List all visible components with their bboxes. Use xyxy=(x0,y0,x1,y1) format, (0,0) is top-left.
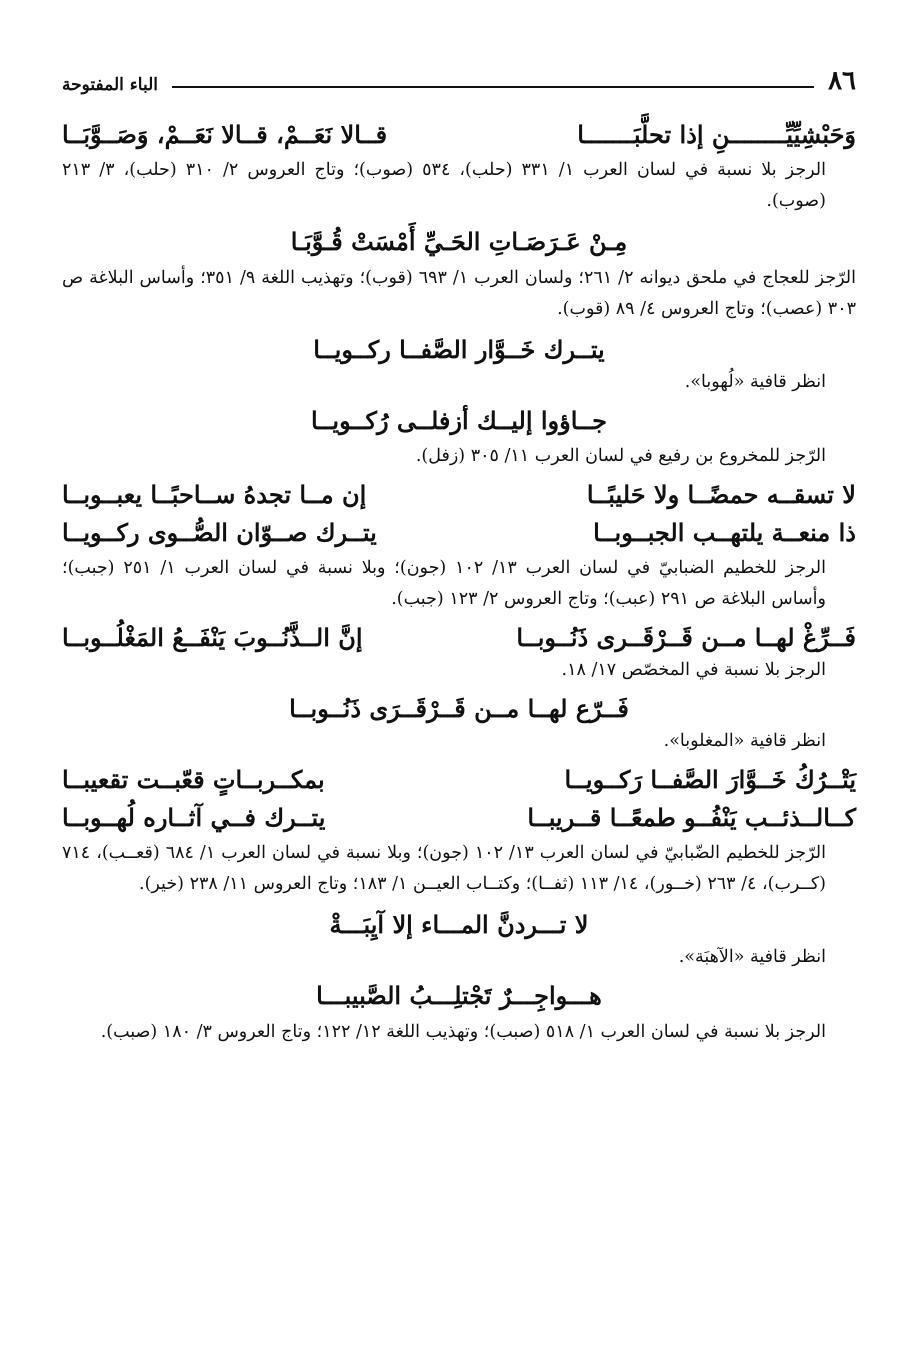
verse-line xyxy=(62,514,856,551)
source-note: الرجز للخطيم الضبابيّ في لسان العرب ١٣/ ١٠٢ (جون)؛ وبلا نسبة في لسان العرب ١/ ٢٥١ (جبب)؛ وأساس البلاغة ص ٢٩١ (عبب)؛ وتاج العروس ٢/ ١٢٣ (جبب). xyxy=(62,557,826,609)
source-note: الرّجز للخطيم الضّبابيّ في لسان العرب ١٣/ ١٠٢ (جون)؛ وبلا نسبة في لسان العرب ١/ ٦٨٤ (قعــب)، ٧١٤ (كــرب)، ٤/ ٢٦٣ (خــور)، ١٤/ ١١٣ (ثفــا)؛ وكتــاب العيــن ١/ ١٨٣؛ وتاج العروس ١١/ ٢٣٨ (خير). xyxy=(62,842,826,894)
verse-line: يتــرك خَــوَّار الصَّفــا ركــويــا xyxy=(313,334,605,364)
page-header xyxy=(62,60,856,94)
verse-first-hemistich: فَــرِّغْ لهــا مــن قَــرْقَــرى ذَنُــوبــا xyxy=(516,623,856,653)
verse-second-hemistich: بمكــربــاتٍ قعّبــت تقعيبــا xyxy=(62,765,325,795)
verse-line: جــاؤوا إليــك أزفلــى رُكــويــا xyxy=(311,406,607,436)
verse-line xyxy=(62,799,856,836)
verse-line xyxy=(62,476,856,513)
running-title: الباء المفتوحة xyxy=(62,75,158,95)
page-body xyxy=(62,116,856,1052)
verse-first-hemistich: لا تسقــه حمضًــا ولا حَليبًــا xyxy=(586,480,856,510)
verse-line xyxy=(62,116,856,153)
verse-first-hemistich: كــالــذئــب يَنْفُــو طمعًــا قــريبــا xyxy=(527,802,856,832)
verse-second-hemistich: يتــرك فــي آثــاره لُهــوبــا xyxy=(62,802,326,832)
verse-second-hemistich: إن مــا تجدهُ ســاحبًــا يعبــوبــا xyxy=(62,480,367,510)
verse-first-hemistich: وَحَبْشِيِّيِّــــــــنِ إذا تحلَّبَـــــــا xyxy=(577,120,856,149)
verse-line xyxy=(62,619,856,656)
verse-first-hemistich: يَتْــرُكُ خَــوَّارَ الصَّفــا رَكــويــا xyxy=(564,765,856,795)
page-number: ٨٦ xyxy=(828,66,856,96)
verse-line: مِـنْ عَـرَصَـاتِ الحَـيِّ أَمْسَتْ قُـوَّبَـا xyxy=(290,227,628,257)
cross-reference: انظر قافية «الآهبَة». xyxy=(678,947,826,968)
source-note: الرّجز للمخروع بن رفيع في لسان العرب ١١/ ٣٠٥ (زفل). xyxy=(415,446,826,467)
verse-line: لا تـــردنَّ المـــاء إلا آيِبَـــةْ xyxy=(329,910,589,940)
verse-line: فَــرّع لهــا مــن قَــرْقَــرَى ذَنُــوبــا xyxy=(289,694,629,724)
header-rule xyxy=(172,86,814,88)
verse-line xyxy=(62,761,856,798)
source-note: الرجز بلا نسبة في لسان العرب ١/ ٥١٨ (صبب)؛ وتهذيب اللغة ١٢/ ١٢٢؛ وتاج العروس ٣/ ١٨٠ (صبب). xyxy=(100,1021,826,1042)
verse-second-hemistich: إنَّ الــذَّنُــوبَ يَنْفَــعُ المَغْلُــوبــا xyxy=(62,623,363,653)
verse-second-hemistich: يتــرك صــوّان الصُّــوى ركــويــا xyxy=(62,517,377,547)
source-note: الرجز بلا نسبة في لسان العرب ١/ ٣٣١ (حلب)، ٥٣٤ (صوب)؛ وتاج العروس ٢/ ٣١٠ (حلب)، ٣/ ٢١٣ (صوب). xyxy=(62,160,826,212)
source-note: الرّجز للعجاج في ملحق ديوانه ٢/ ٢٦١؛ ولسان العرب ١/ ٦٩٣ (قوب)؛ وتهذيب اللغة ٩/ ٣٥١؛ وأساس البلاغة ص ٣٠٣ (عصب)؛ وتاج العروس ٤/ ٨٩ (قوب). xyxy=(62,267,856,319)
cross-reference: انظر قافية «المغلوبا». xyxy=(663,731,826,752)
cross-reference: انظر قافية «لُهوبا». xyxy=(684,372,826,393)
verse-line: هـــواجِـــرٌ تَجْتلِـــبُ الصَّبيبـــا xyxy=(316,981,602,1011)
source-note: الرجز بلا نسبة في المخصّص ١٧/ ١٨. xyxy=(561,660,826,681)
verse-second-hemistich: قــالا نَعَــمْ، قــالا نَعَــمْ، وَصَــوَّبَــا xyxy=(62,120,388,149)
verse-first-hemistich: ذا منعــة يلتهــب الجبــوبــا xyxy=(593,517,856,547)
